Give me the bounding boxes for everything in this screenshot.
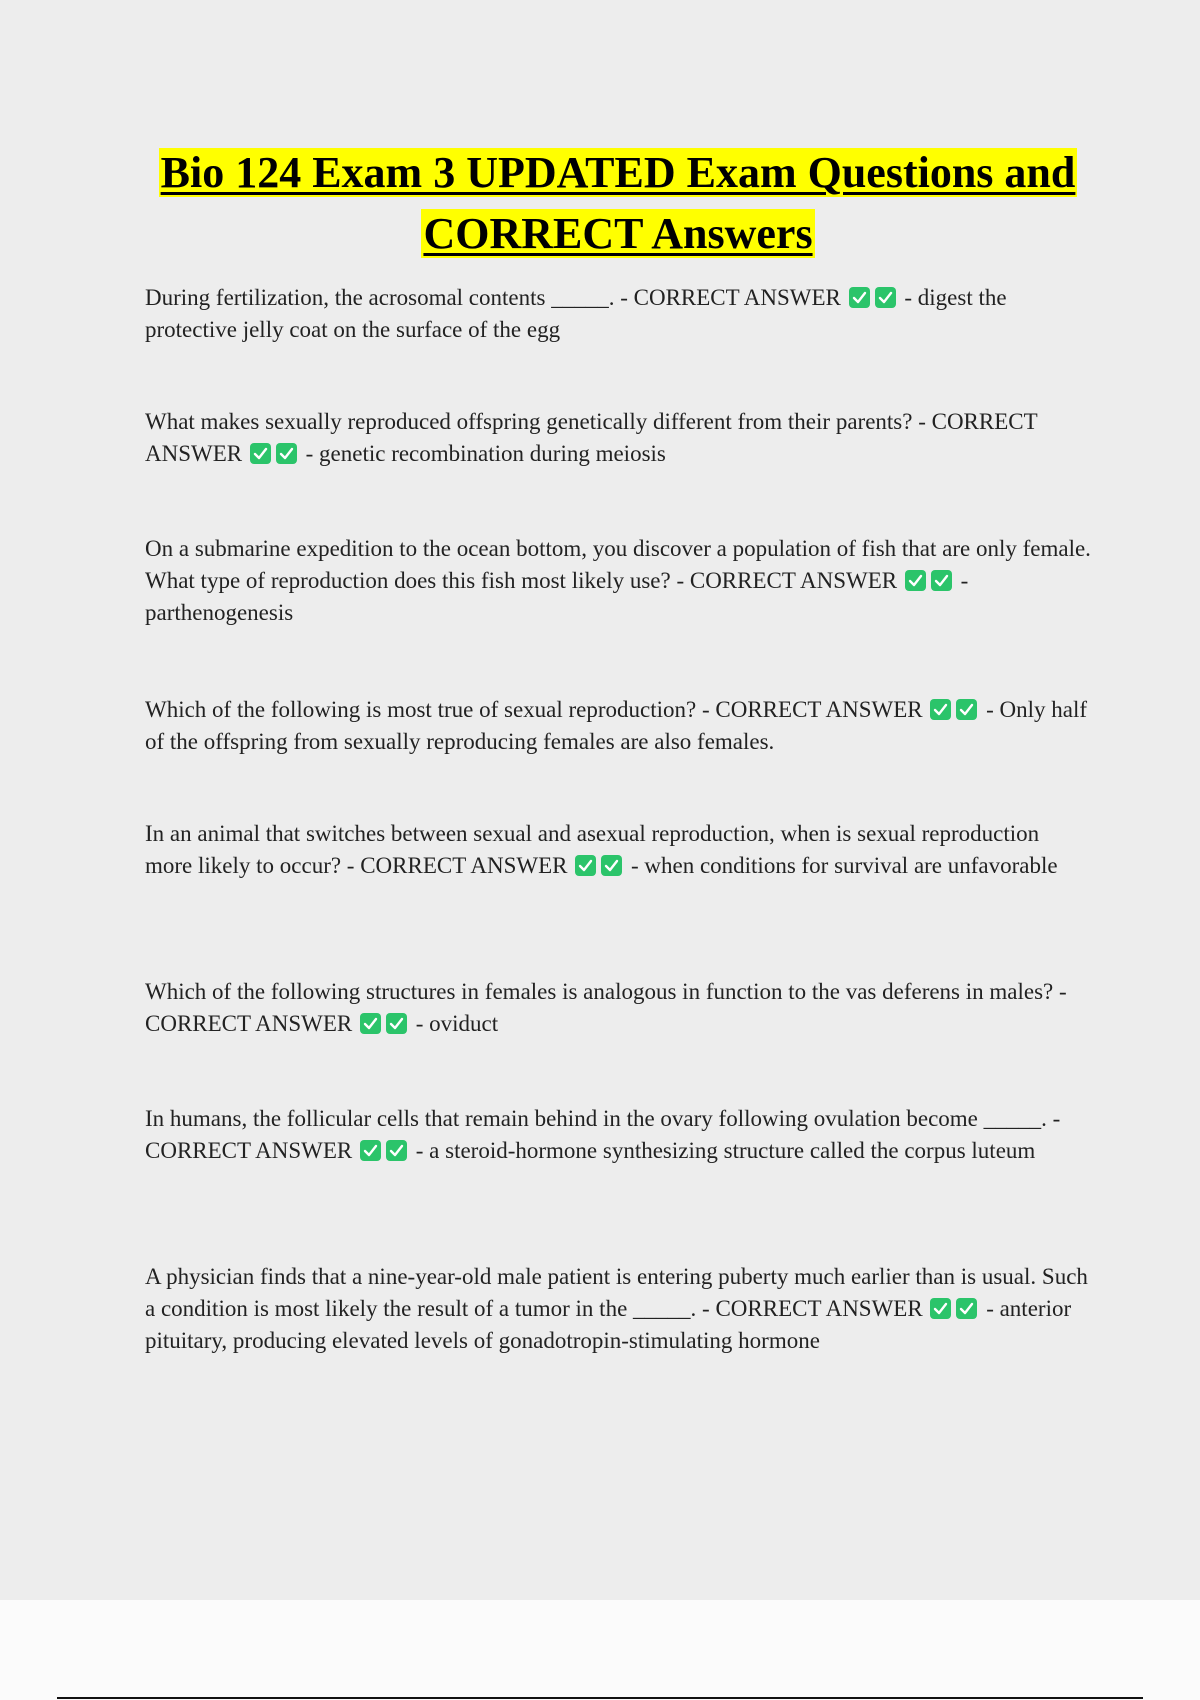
check-mark-icon xyxy=(905,570,926,591)
check-mark-icon xyxy=(360,1013,381,1034)
answer-text: - when conditions for survival are unfavorable xyxy=(630,853,1058,878)
question-text: In humans, the follicular cells that remain behind in the ovary following ovulation become _____. - CORRECT ANSWER xyxy=(145,1106,1061,1163)
question-text: On a submarine expedition to the ocean bottom, you discover a population of fish that are only female. What type of reproduction does this fish most likely use? - CORRECT ANSWER xyxy=(145,536,1091,593)
qa-item xyxy=(145,976,1091,1040)
check-mark-icon xyxy=(931,570,952,591)
question-text: Which of the following structures in females is analogous in function to the vas deferens in males? - CORRECT ANSWER xyxy=(145,979,1067,1036)
qa-item xyxy=(145,406,1091,470)
check-mark-icon xyxy=(956,699,977,720)
answer-text: - genetic recombination during meiosis xyxy=(305,441,666,466)
question-text: Which of the following is most true of sexual reproduction? - CORRECT ANSWER xyxy=(145,697,923,722)
check-mark-icon xyxy=(276,443,297,464)
check-mark-icon xyxy=(386,1140,407,1161)
question-text: A physician finds that a nine-year-old male patient is entering puberty much earlier than is usual. Such a condition is most likely the result of a tumor in the _____. - CORRECT ANSWER xyxy=(145,1264,1088,1321)
answer-text: - oviduct xyxy=(415,1011,499,1036)
check-mark-icon xyxy=(386,1013,407,1034)
qa-item xyxy=(145,533,1091,629)
question-text: In an animal that switches between sexual and asexual reproduction, when is sexual reproduction more likely to occur? - CORRECT ANSWER xyxy=(145,821,1040,878)
title-block xyxy=(60,142,1176,264)
qa-item xyxy=(145,282,1091,346)
question-text: What makes sexually reproduced offspring genetically different from their parents? - CORRECT ANSWER xyxy=(145,409,1038,466)
check-mark-icon xyxy=(956,1298,977,1319)
answer-text: - Only half of the offspring from sexually reproducing females are also females. xyxy=(145,697,1088,754)
qa-item xyxy=(145,818,1091,882)
answer-text: - anterior pituitary, producing elevated levels of gonadotropin-stimulating hormone xyxy=(145,1296,1072,1353)
check-mark-icon xyxy=(875,287,896,308)
check-mark-icon xyxy=(930,1298,951,1319)
answer-text: - parthenogenesis xyxy=(145,568,969,625)
qa-item xyxy=(145,1103,1091,1167)
answer-text: - digest the protective jelly coat on the surface of the egg xyxy=(145,285,1007,342)
page-footer xyxy=(0,1600,1200,1700)
document-title: Bio 124 Exam 3 UPDATED Exam Questions and CORRECT Answers xyxy=(160,148,1076,258)
check-mark-icon xyxy=(601,855,622,876)
question-text: During fertilization, the acrosomal contents _____. - CORRECT ANSWER xyxy=(145,285,841,310)
check-mark-icon xyxy=(360,1140,381,1161)
answer-text: - a steroid-hormone synthesizing structure called the corpus luteum xyxy=(415,1138,1036,1163)
check-mark-icon xyxy=(250,443,271,464)
check-mark-icon xyxy=(930,699,951,720)
check-mark-icon xyxy=(849,287,870,308)
qa-item xyxy=(145,694,1091,758)
footer-divider xyxy=(57,1697,1143,1699)
check-mark-icon xyxy=(575,855,596,876)
qa-item xyxy=(145,1261,1091,1357)
